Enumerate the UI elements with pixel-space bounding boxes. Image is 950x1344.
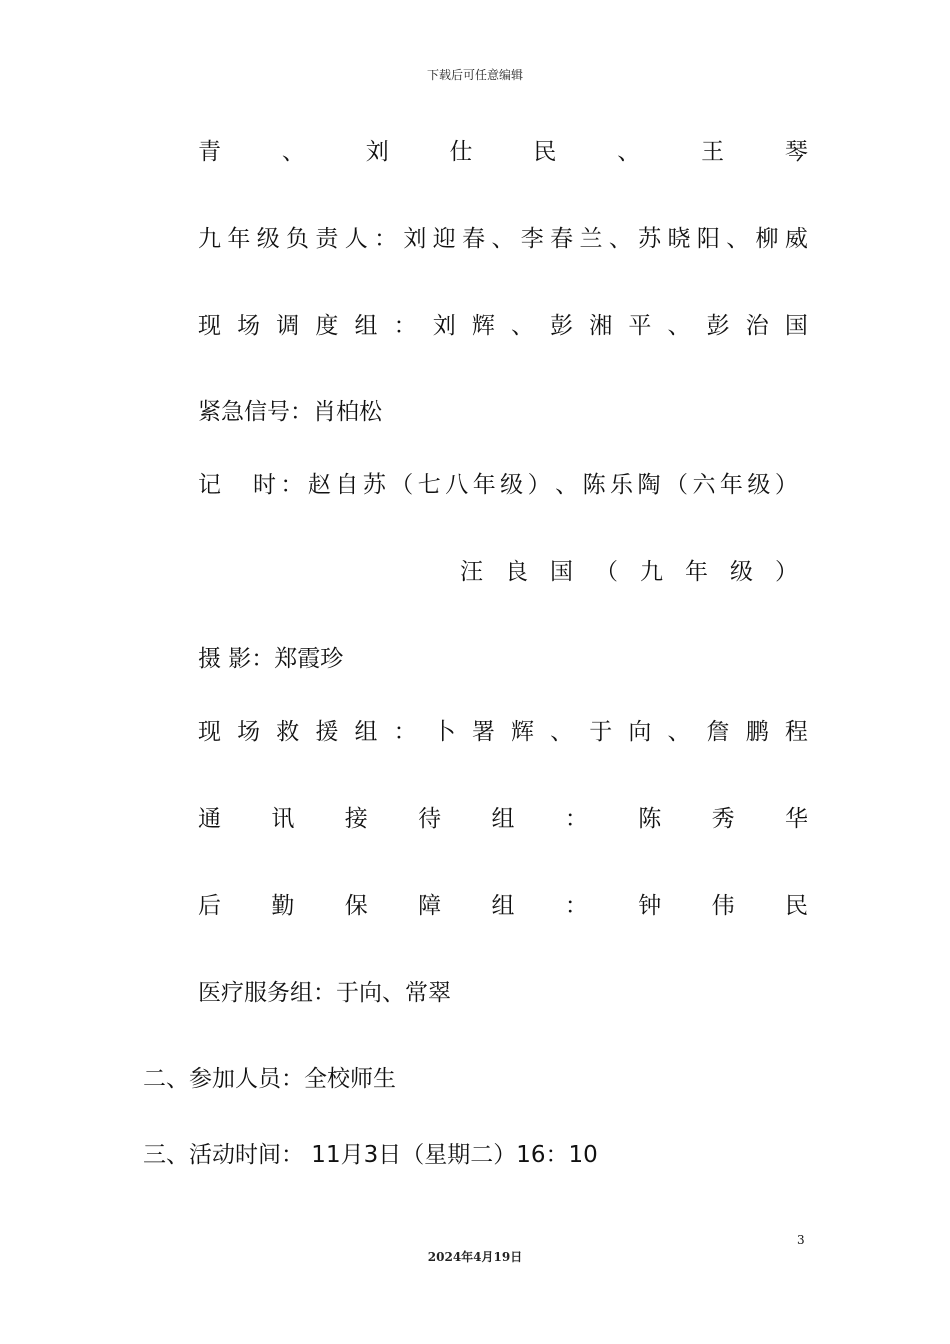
- char: 国: [550, 559, 573, 585]
- char: 、: [726, 226, 750, 252]
- line-2: [198, 224, 808, 254]
- char: 九: [640, 559, 663, 585]
- char: [225, 470, 248, 500]
- char: 年: [685, 559, 708, 585]
- page-footer-date: 2024年4月19日: [427, 1250, 523, 1264]
- page-header: 下载后可任意编辑: [426, 68, 523, 82]
- char: 人: [344, 226, 368, 252]
- line-6: [460, 557, 798, 587]
- char: 青: [198, 139, 221, 165]
- char: 讯: [271, 806, 295, 832]
- char: 卜: [432, 719, 456, 745]
- char: ）: [774, 472, 798, 498]
- char: 良: [505, 559, 528, 585]
- char: 民: [785, 893, 808, 919]
- char: 年: [227, 226, 251, 252]
- char: 度: [315, 313, 339, 339]
- char: 刘: [403, 226, 427, 252]
- page-number: 3: [797, 1233, 805, 1247]
- char: 治: [745, 313, 769, 339]
- char: 湘: [589, 313, 613, 339]
- char: 伟: [711, 893, 735, 919]
- line-7: 摄 影：郑霞珍: [198, 646, 344, 672]
- char: 年: [719, 472, 743, 498]
- char: 秀: [711, 806, 735, 832]
- char: 级: [500, 472, 524, 498]
- char: 琴: [784, 139, 808, 165]
- char: ）: [775, 559, 798, 585]
- char: 兰: [579, 226, 603, 252]
- char: 汪: [460, 559, 483, 585]
- char: 华: [785, 806, 808, 832]
- char: 向: [628, 719, 652, 745]
- char: 年: [472, 472, 496, 498]
- char: 程: [784, 719, 808, 745]
- char: 春: [462, 226, 486, 252]
- char: 六: [692, 472, 716, 498]
- char: 通: [198, 806, 221, 832]
- char: 、: [617, 139, 641, 165]
- char: 钟: [638, 893, 662, 919]
- char: 、: [555, 472, 579, 498]
- char: 苏: [362, 472, 386, 498]
- char: 负: [286, 226, 310, 252]
- char: 救: [276, 719, 300, 745]
- char: 民: [533, 139, 557, 165]
- char: 后: [198, 893, 221, 919]
- char: 级: [747, 472, 771, 498]
- char: 国: [784, 313, 808, 339]
- char: 迎: [432, 226, 456, 252]
- char: 组: [491, 806, 515, 832]
- char: ：: [564, 893, 588, 919]
- char: 自: [335, 472, 359, 498]
- char: 级: [256, 226, 280, 252]
- char: 障: [418, 893, 442, 919]
- line-8: [198, 717, 808, 747]
- char: 王: [701, 139, 725, 165]
- char: 詹: [706, 719, 730, 745]
- char: 组: [491, 893, 515, 919]
- char: 援: [315, 719, 339, 745]
- char: 接: [344, 806, 368, 832]
- line-5: [198, 470, 798, 500]
- char: ：: [393, 313, 417, 339]
- char: 、: [511, 313, 534, 339]
- char: ：: [280, 472, 304, 498]
- char: ：: [564, 806, 588, 832]
- section-participants: 二、参加人员：全校师生: [143, 1066, 396, 1092]
- char: 平: [628, 313, 652, 339]
- char: 陈: [638, 806, 662, 832]
- char: 时: [252, 472, 276, 498]
- char: 刘: [365, 139, 389, 165]
- char: 春: [550, 226, 574, 252]
- char: 场: [237, 719, 261, 745]
- char: 彭: [550, 313, 574, 339]
- char: 晓: [667, 226, 691, 252]
- line-1: [198, 137, 808, 167]
- char: ：: [393, 719, 417, 745]
- char: 于: [589, 719, 613, 745]
- line-11: 医疗服务组：于向、常翠: [198, 980, 451, 1006]
- char: 记: [198, 472, 221, 498]
- char: 现: [198, 719, 221, 745]
- char: 保: [344, 893, 368, 919]
- char: 八: [445, 472, 469, 498]
- char: 鹏: [745, 719, 769, 745]
- char: 赵: [307, 472, 331, 498]
- char: （: [664, 472, 688, 498]
- char: ：: [374, 226, 398, 252]
- char: 威: [784, 226, 808, 252]
- char: 、: [667, 719, 691, 745]
- line-9: [198, 804, 808, 834]
- char: 调: [276, 313, 300, 339]
- char: 级: [730, 559, 753, 585]
- char: 署: [471, 719, 495, 745]
- char: 现: [198, 313, 221, 339]
- char: 陈: [582, 472, 606, 498]
- char: 苏: [638, 226, 662, 252]
- line-3: [198, 311, 808, 341]
- line-10: [198, 891, 808, 921]
- char: 组: [354, 719, 378, 745]
- char: 组: [354, 313, 378, 339]
- char: 乐: [610, 472, 634, 498]
- char: 、: [608, 226, 632, 252]
- char: （: [390, 472, 414, 498]
- char: 场: [237, 313, 261, 339]
- section-activity-time: 三、活动时间： 11月3日（星期二）16：10: [143, 1142, 598, 1168]
- char: 、: [491, 226, 515, 252]
- char: 七: [417, 472, 441, 498]
- char: 刘: [432, 313, 456, 339]
- char: 责: [315, 226, 339, 252]
- line-4: 紧急信号：肖柏松: [198, 399, 382, 425]
- char: 仕: [449, 139, 473, 165]
- char: 彭: [706, 313, 730, 339]
- char: （: [595, 559, 618, 585]
- char: 、: [550, 719, 574, 745]
- char: 待: [418, 806, 442, 832]
- char: ）: [527, 472, 551, 498]
- char: 辉: [471, 313, 495, 339]
- char: 、: [667, 313, 691, 339]
- char: 九: [198, 226, 221, 252]
- char: 李: [520, 226, 544, 252]
- char: 勤: [271, 893, 295, 919]
- char: 、: [281, 139, 305, 165]
- char: 柳: [755, 226, 779, 252]
- char: 陶: [637, 472, 661, 498]
- char: 辉: [511, 719, 534, 745]
- char: 阳: [696, 226, 720, 252]
